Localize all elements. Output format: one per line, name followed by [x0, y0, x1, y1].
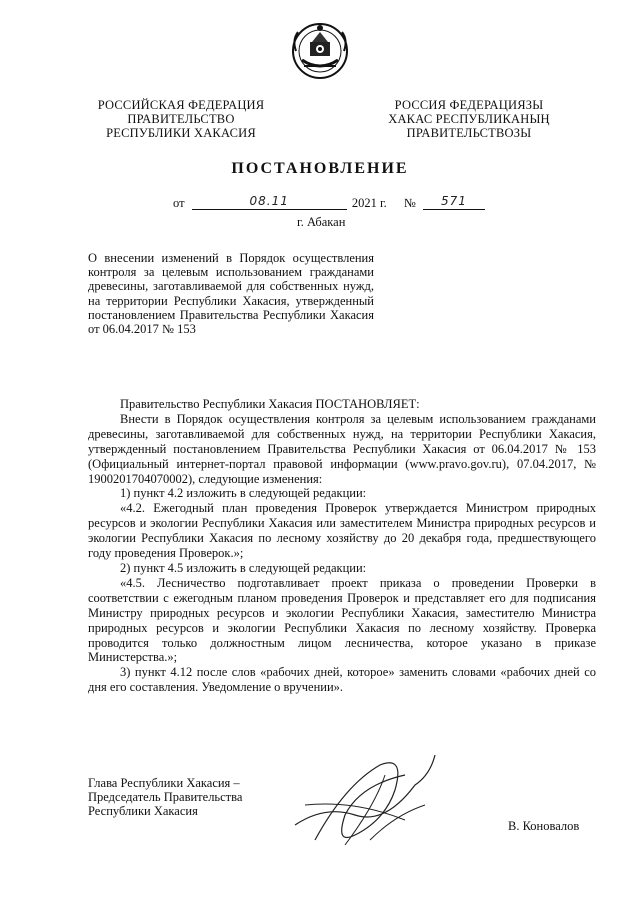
header-right-line2: ХАКАС РЕСПУБЛИКАНЫҢ — [388, 112, 550, 126]
body-paragraph-3: 1) пункт 4.2 изложить в следующей редакции: — [120, 486, 367, 501]
header-right — [376, 98, 562, 140]
header-left-line3: РЕСПУБЛИКИ ХАКАСИЯ — [106, 126, 256, 140]
signature-line3: Республики Хакасия — [88, 804, 198, 819]
date-field — [192, 196, 347, 210]
signature-line1: Глава Республики Хакасия – — [88, 776, 240, 790]
document-title: ПОСТАНОВЛЕНИЕ — [231, 160, 409, 177]
body-paragraph-6: «4.5. Лесничество подготавливает проект приказа о проведении Проверки в соответствии с ежегодным планом проведения Проверок и представляет его для подписания Министру природных ресурсов и экологии Республики Хакасия, заместителю Министра природных ресурсов и экологии Республики Хакасия по лесному хозяйству. Проверка проводится только должностным лицом лесничества, которое указано в приказе Министерства.»; — [88, 575, 596, 665]
date-prefix: от — [173, 196, 185, 210]
city: г. Абакан — [297, 215, 346, 229]
body-paragraph-7: 3) пункт 4.12 после слов «рабочих дней, которое» заменить словами «рабочих дней со дня его составления. Уведомление о вручении». — [88, 665, 596, 695]
coat-of-arms-icon — [290, 20, 350, 82]
number-label: № — [403, 196, 416, 210]
date-handwritten: 08.11 — [249, 194, 289, 208]
header-left-line2: ПРАВИТЕЛЬСТВО — [127, 112, 235, 126]
header-right-line3: ПРАВИТЕЛЬСТВОЗЫ — [406, 126, 532, 140]
signature-line2: Председатель Правительства — [88, 790, 243, 805]
body-paragraph-2: Внести в Порядок осуществления контроля за целевым использованием гражданами древесины, заготавливаемой для собственных нужд, на территории Республики Хакасия, утвержденный постановлением Правительства Республики Хакасия от 06.04.2017 № 153 (Официальный интернет-портал правовой информации (www.pravo.gov.ru), 07.04.2017, № 1900201704070002), следующие изменения: — [88, 411, 596, 486]
body-paragraph-5: 2) пункт 4.5 изложить в следующей редакции: — [120, 560, 367, 575]
date-number-line — [173, 196, 485, 210]
number-handwritten: 571 — [441, 194, 467, 208]
header-left-line1: РОССИЙСКАЯ ФЕДЕРАЦИЯ — [97, 98, 265, 112]
body-paragraph-4: «4.2. Ежегодный план проведения Проверок утверждается Министром природных ресурсов и экологии Республики Хакасия или заместителем Министра природных ресурсов и экологии Республики Хакасия по лесному хозяйству до 20 декабря года, предшествующего году проведения Проверок.»; — [88, 501, 596, 561]
signature-title — [88, 776, 242, 819]
header-right-line1: РОССИЯ ФЕДЕРАЦИЯЗЫ — [394, 98, 544, 112]
year-text: 2021 г. — [351, 196, 387, 210]
number-field — [423, 196, 485, 210]
body-paragraph-1: Правительство Республики Хакасия ПОСТАНОВЛЯЕТ: — [120, 397, 420, 411]
header-left — [88, 98, 274, 140]
document-subject: О внесении изменений в Порядок осуществления контроля за целевым использованием гражданами древесины, заготавливаемой для собственных нужд, на территории Республики Хакасия, утвержденный постановлением Правительства Республики Хакасия от 06.04.2017 № 153 — [88, 251, 374, 337]
signer-name: В. Коновалов — [508, 819, 580, 833]
document-body — [88, 397, 596, 695]
handwritten-signature — [285, 745, 445, 855]
